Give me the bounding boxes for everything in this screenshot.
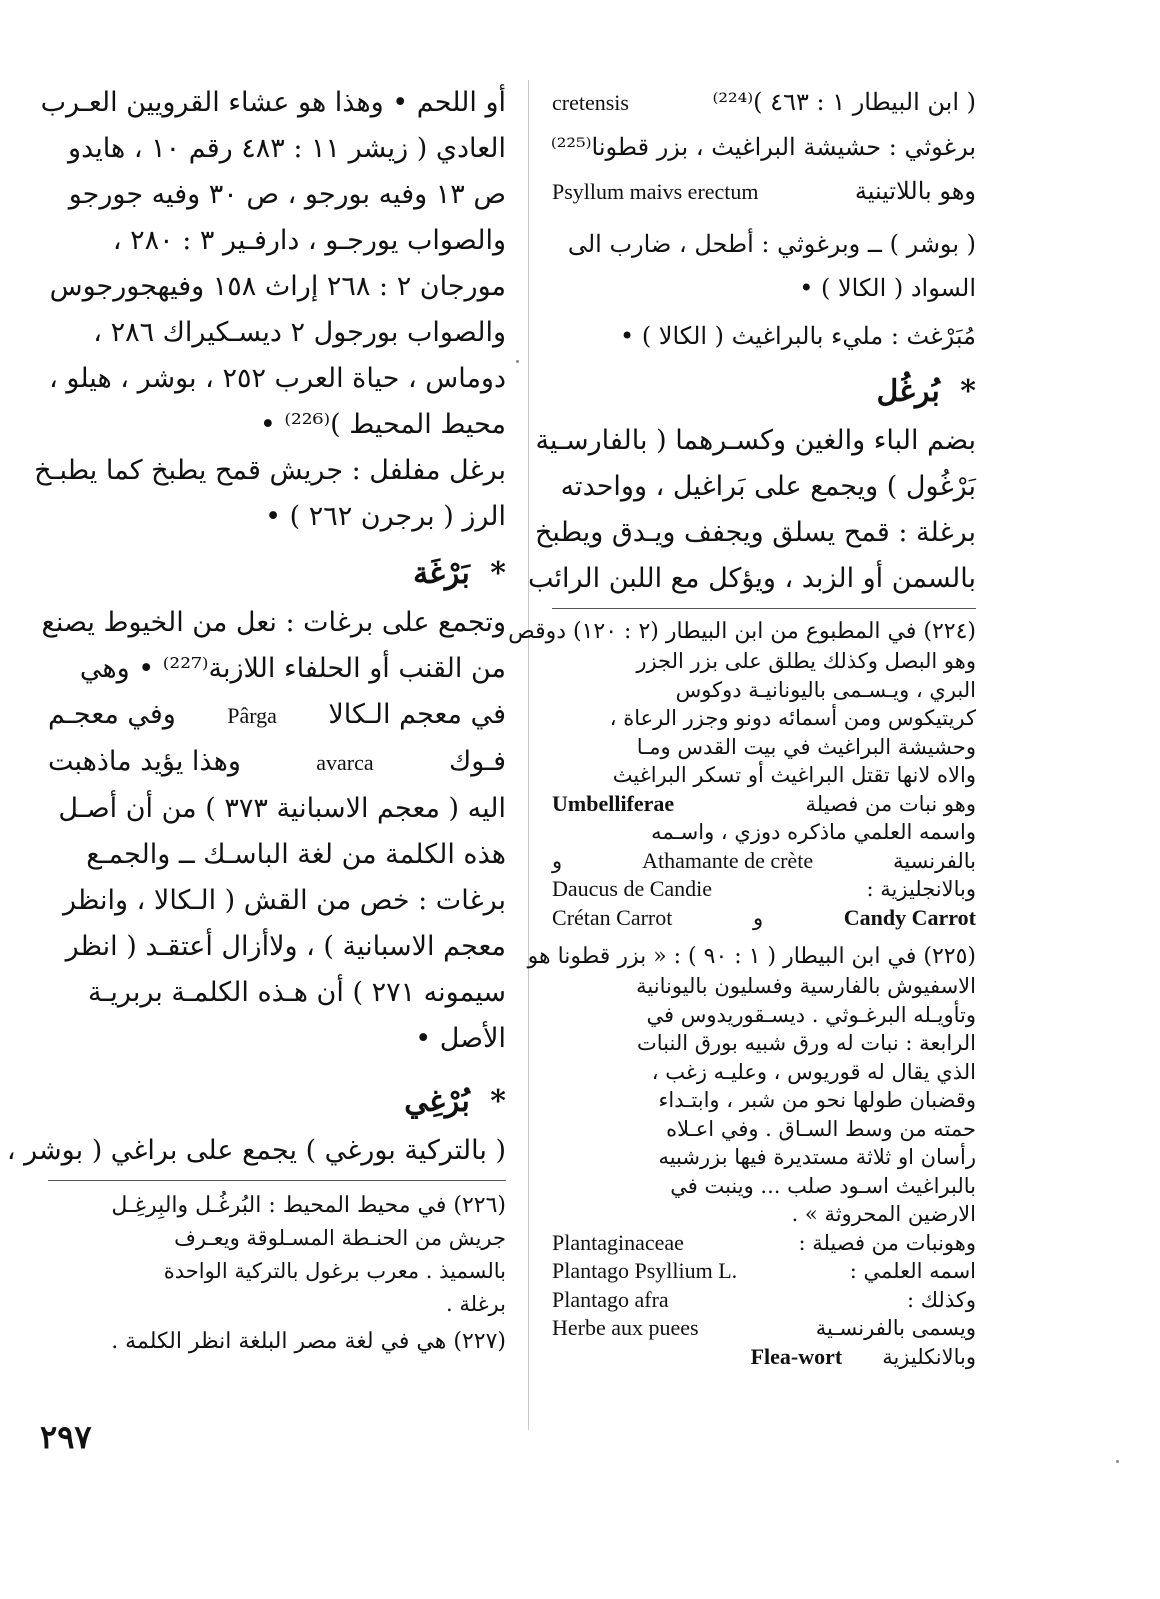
footnote-line: وتأويـله البرغـوثي . ديسـقوريدوس في: [646, 1002, 976, 1027]
arabic-text: في معجم الـكالا: [328, 699, 506, 730]
headword: بَرْغَة: [413, 556, 470, 591]
text-line: برغل مفلفل : جريش قمح يطبخ كما يطبـخ: [34, 455, 506, 486]
text-line: سيمونه ٢٧١ ) أن هـذه الكلمـة بربريـة: [88, 977, 506, 1008]
footnote-line: [552, 1314, 976, 1343]
scan-speck: [1116, 1460, 1119, 1463]
headword: بُرغُل: [876, 374, 940, 409]
footnote-line: [552, 847, 976, 876]
right-column: [508, 80, 976, 1371]
text-line: [552, 80, 976, 125]
footnote-line: [552, 1229, 976, 1258]
latin-term: Daucus de Candie: [552, 876, 713, 901]
text-line: ص ١٣ وفيه بورجو ، ص ٣٠ وفيه جورجو: [68, 179, 506, 210]
arabic-text: فـوك: [448, 746, 506, 777]
footnote-line: وهو البصل وكذلك يطلق على بزر الجزر: [636, 649, 976, 673]
text-line: محيط المحيط )⁽²²⁶⁾ •: [259, 409, 506, 440]
text-line: ( بالتركية بورغي ) يجمع على براغي ( بوشر ،: [6, 1135, 506, 1166]
text-line: من القنب أو الحلفاء اللازبة⁽²²⁷⁾ • وهي: [79, 653, 506, 684]
text-line: اليه ( معجم الاسبانية ٣٧٣ ) من أن أصـل: [58, 793, 506, 824]
text-line: معجم الاسبانية ) ، ولاأزال أعتقـد ( انظر: [65, 931, 506, 962]
text-line: ( بوشر ) ــ وبرغوثي : أطحل ، ضارب الى: [567, 230, 976, 258]
footnote-line: الرابعة : نبات له ورق شبيه بورق النبات: [636, 1031, 976, 1055]
arabic-text: وهذا يؤيد ماذهبت: [48, 746, 241, 777]
arabic-text: ( ابن البيطار ١ : ٤٦٣ )⁽²²⁴⁾: [712, 88, 976, 116]
latin-term: Plantago Psyllium L.: [552, 1258, 738, 1283]
text-line: وتجمع على برغات : نعل من الخيوط يصنع: [41, 607, 506, 638]
footnote-line: وحشيشة البراغيث في بيت القدس ومـا: [636, 734, 976, 759]
text-line: بضم الباء والغين وكسـرهما ( بالفارسـية: [535, 425, 976, 456]
latin-term: cretensis: [552, 90, 629, 115]
footnote-line: وقضبان طولها نحو من شبر ، وابتـداء: [658, 1088, 976, 1112]
footnote-line: بالبراغيث اسـود صلب ... وينبت في: [670, 1173, 976, 1198]
arabic-text: و: [552, 848, 563, 873]
text-line: والصواب يورجـو ، دارفـير ٣ : ٢٨٠ ،: [112, 225, 506, 256]
footnote-line: (٢٢٤) في المطبوع من ابن البيطار (٢ : ١٢٠) دوقص: [508, 619, 976, 644]
text-line: [552, 169, 976, 214]
footnote-227: (٢٢٧) هي في لغة مصر البلغة انظر الكلمة .: [111, 1329, 506, 1354]
footnote-224: [508, 617, 976, 932]
arabic-text: بالفرنسية: [892, 848, 976, 873]
text-line: الأصل •: [415, 1023, 506, 1054]
text-line: برغلة : قمح يسلق ويجفف ويـدق ويطبخ: [535, 517, 976, 548]
footnote-line: واسمه العلمي ماذكره دوزي ، واسـمه: [651, 820, 976, 844]
text-line: الرز ( برجرن ٢٦٢ ) •: [265, 501, 506, 532]
latin-term: Athamante de crète: [642, 847, 814, 873]
footnote-line: [552, 1257, 976, 1286]
footnote-226: [48, 1189, 506, 1321]
latin-term: Psyllum maivs erectum: [552, 179, 759, 204]
column-divider: [528, 80, 529, 1430]
latin-term: Plantaginaceae: [552, 1229, 684, 1255]
asterisk-icon: *: [960, 374, 976, 409]
footnote-line: رأسان او ثلاثة مستديرة فيها بزرشبيه: [658, 1145, 976, 1169]
text-line: بالسمن أو الزبد ، ويؤكل مع اللبن الرائب: [527, 563, 976, 594]
footnote-225: [527, 942, 976, 1371]
asterisk-icon: *: [490, 1084, 506, 1119]
arabic-text: وهو باللاتينية: [854, 177, 976, 205]
text-line: [48, 739, 506, 786]
left-column: [6, 80, 506, 1357]
latin-term: Umbelliferae: [552, 790, 675, 816]
footnote-line: الذي يقال له قوريوس ، وعليـه زغب ،: [651, 1059, 976, 1084]
text-line: العادي ( زيشر ١١ : ٤٨٣ رقم ١٠ ، هايدو: [68, 133, 506, 164]
arabic-text: و: [753, 905, 764, 930]
text-line: مورجان ٢ : ٢٦٨ إراث ١٥٨ وفيهجورجوس: [49, 271, 506, 302]
footnote-line: الاسفيوش بالفارسية وفسليون باليونانية: [636, 974, 976, 998]
footnote-line: [552, 1286, 976, 1315]
footnote-line: برغلة .: [446, 1292, 506, 1316]
footnote-line: (٢٢٥) في ابن البيطار ( ١ : ٩٠ ) : « بزر قطونا هو: [527, 944, 976, 969]
text-line: والصواب بورجول ٢ ديسـكيراك ٢٨٦ ،: [93, 317, 506, 348]
latin-term: avarca: [316, 750, 374, 775]
text-line: بَرْغُول ) ويجمع على بَراغيل ، وواحدته: [560, 471, 976, 502]
footnote-separator: [48, 1180, 506, 1181]
arabic-text: وفي معجـم: [48, 699, 176, 730]
text-line: هذه الكلمة من لغة الباسـك ــ والجمـع: [86, 839, 506, 870]
text-line: [48, 692, 506, 739]
footnote-line: [552, 790, 976, 819]
footnote-line: البري ، ويـسـمى باليونانيـة دوكوس: [675, 677, 976, 702]
latin-term: Plantago afra: [552, 1286, 669, 1312]
arabic-text: وهونبات من فصيلة :: [798, 1230, 976, 1255]
latin-term: Pârga: [227, 703, 277, 728]
asterisk-icon: *: [490, 556, 506, 591]
footnote-line: الارضين المحروثة » .: [791, 1202, 976, 1226]
footnote-line: [552, 904, 976, 933]
arabic-text: وبالانجليزية :: [866, 877, 976, 901]
footnote-line: (٢٢٦) في محيط المحيط : البُرغُـل والبِرغِـل: [111, 1193, 506, 1218]
latin-term: Herbe aux puees: [552, 1315, 699, 1340]
arabic-text: وبالانكليزية: [882, 1344, 976, 1369]
entry-heading: [552, 366, 976, 418]
arabic-text: اسمه العلمي :: [849, 1259, 976, 1283]
footnote-line: والاه لانها تقتل البراغيث أو تسكر البراغيث: [612, 763, 976, 787]
latin-term: Crétan Carrot: [552, 904, 673, 930]
text-line: مُبَرْغث : مليء بالبراغيث ( الكالا ) •: [620, 322, 976, 350]
footnote-line: كريتيكوس ومن أسمائه دونو وجزر الرعاة ،: [609, 706, 976, 730]
latin-term: Candy Carrot: [843, 904, 976, 930]
text-line: السواد ( الكالا ) •: [799, 274, 976, 302]
entry-heading: [48, 548, 506, 600]
page-number: ٢٩٧: [40, 1418, 92, 1456]
footnote-line: حمته من وسط السـاق . وفي اعـلاه: [666, 1116, 976, 1141]
footnote-line: بالسميذ . معرب برغول بالتركية الواحدة: [163, 1259, 506, 1283]
scan-speck: [516, 360, 519, 363]
footnote-line: جريش من الحنـطة المسـلوقة ويعـرف: [174, 1226, 506, 1250]
text-line: أو اللحم • وهذا هو عشاء القرويين العـرب: [40, 87, 506, 118]
arabic-text: وكذلك :: [906, 1287, 976, 1312]
footnote-line: [552, 1343, 976, 1372]
arabic-text: وهو نبات من فصيلة: [805, 791, 976, 816]
entry-heading: [48, 1076, 506, 1128]
text-line: دوماس ، حياة العرب ٢٥٢ ، بوشر ، هيلو ،: [49, 363, 506, 394]
footnote-line: [552, 875, 976, 904]
footnote-separator: [552, 608, 976, 609]
text-line: برغات : خص من القش ( الـكالا ، وانظر: [62, 885, 506, 916]
text-line: برغوثي : حشيشة البراغيث ، بزر قطونا⁽²²⁵⁾: [550, 133, 976, 161]
latin-term: Flea-wort: [750, 1343, 843, 1369]
headword: بُرْغِي: [404, 1084, 470, 1119]
arabic-text: ويسمى بالفرنسـية: [815, 1316, 976, 1340]
